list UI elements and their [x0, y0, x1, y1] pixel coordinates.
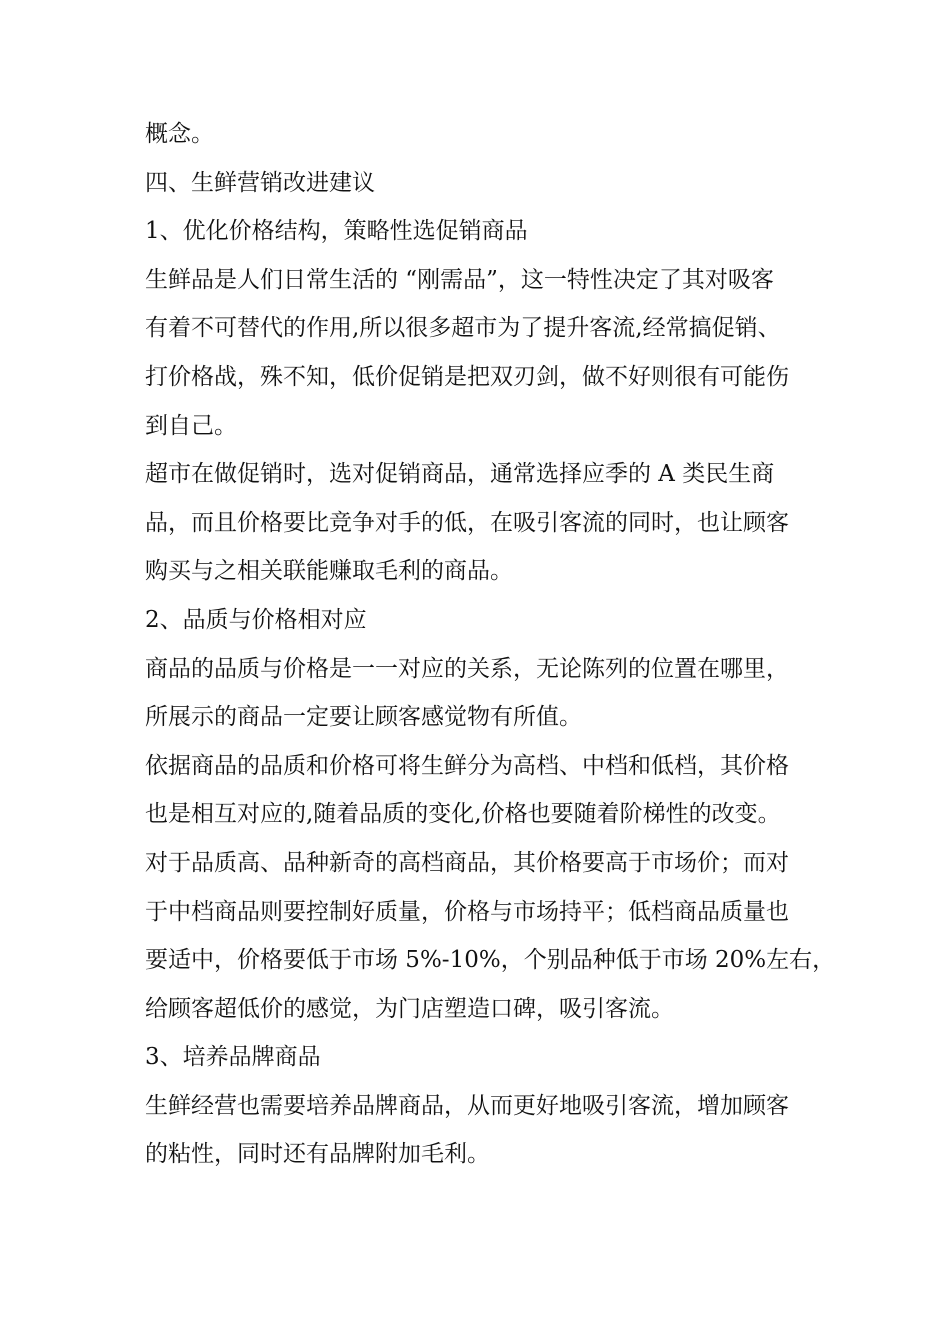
subsection-heading: 3、培养品牌商品 — [145, 1044, 321, 1071]
text-line: 品，而且价格要比竞争对手的低，在吸引客流的同时，也让顾客 — [145, 509, 789, 536]
subsection-heading: 1、优化价格结构，策略性选促销商品 — [145, 218, 528, 245]
text-line: 生鲜品是人们日常生活的 “刚需品”，这一特性决定了其对吸客 — [145, 266, 774, 293]
text-line: 购买与之相关联能赚取毛利的商品。 — [145, 558, 513, 585]
text-line: 生鲜经营也需要培养品牌商品，从而更好地吸引客流，增加顾客 — [145, 1092, 789, 1119]
text-line: 到自己。 — [145, 412, 237, 439]
text-line: 依据商品的品质和价格可将生鲜分为高档、中档和低档，其价格 — [145, 752, 789, 779]
text-line: 的粘性，同时还有品牌附加毛利。 — [145, 1141, 490, 1168]
text-line: 所展示的商品一定要让顾客感觉物有所值。 — [145, 704, 582, 731]
text-line: 超市在做促销时，选对促销商品，通常选择应季的 A 类民生商 — [145, 461, 775, 488]
text-line: 对于品质高、品种新奇的高档商品，其价格要高于市场价；而对 — [145, 849, 789, 876]
text-line: 给顾客超低价的感觉，为门店塑造口碑，吸引客流。 — [145, 995, 674, 1022]
text-line: 要适中，价格要低于市场 5%-10%，个别品种低于市场 20%左右， — [145, 947, 836, 974]
section-heading: 四、生鲜营销改进建议 — [145, 169, 375, 196]
text-line: 概念。 — [145, 121, 214, 147]
text-line: 有着不可替代的作用,所以很多超市为了提升客流,经常搞促销、 — [145, 315, 781, 342]
text-line: 商品的品质与价格是一一对应的关系，无论陈列的位置在哪里， — [145, 655, 789, 682]
text-line: 于中档商品则要控制好质量，价格与市场持平；低档商品质量也 — [145, 898, 789, 925]
text-line: 也是相互对应的,随着品质的变化,价格也要随着阶梯性的改变。 — [145, 801, 781, 828]
subsection-heading: 2、品质与价格相对应 — [145, 606, 367, 633]
document-body — [145, 110, 845, 1179]
text-line: 打价格战，殊不知，低价促销是把双刃剑，做不好则很有可能伤 — [145, 363, 789, 390]
